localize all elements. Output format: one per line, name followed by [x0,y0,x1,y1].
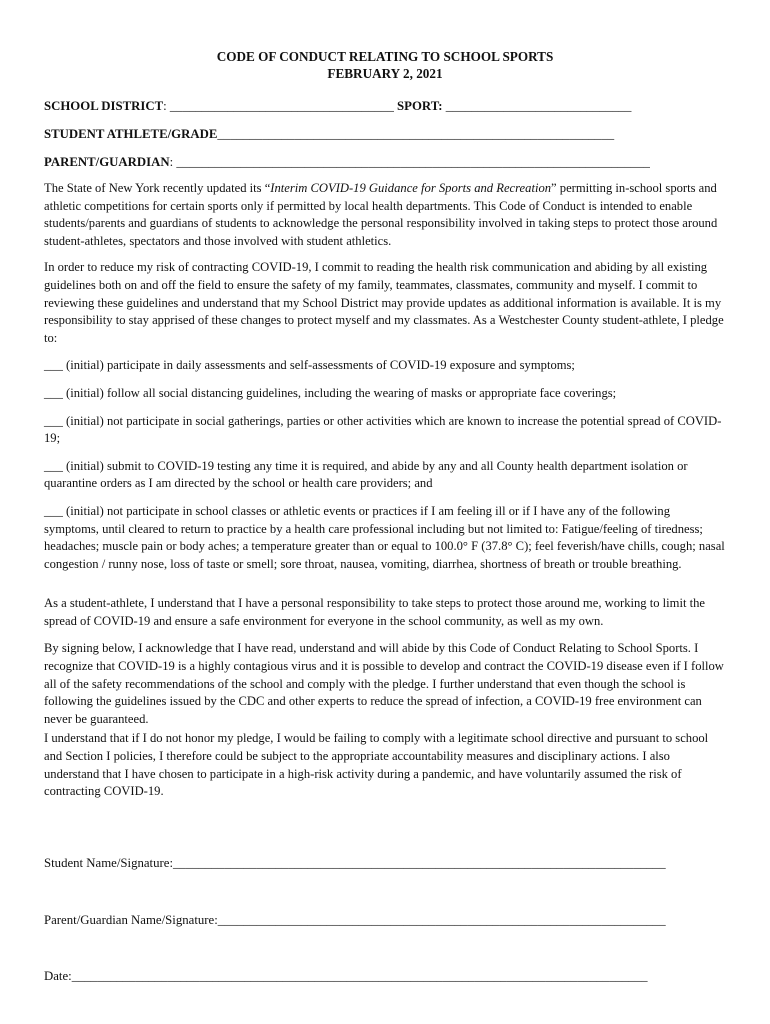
school-district-blank[interactable]: ___________________________________ [169,99,394,113]
parent-signature-blank[interactable]: ______________________________________________________________________ [217,913,666,927]
parent-guardian-label: PARENT/GUARDIAN [44,155,170,169]
date-blank[interactable]: __________________________________________________________________________________________ [71,969,648,983]
date-label: Date: [44,969,72,983]
sport-label: SPORT: [393,99,446,113]
pledge-item: ___ (initial) follow all social distancing guidelines, including the wearing of masks or appropriate face coverings; [44,385,617,400]
responsibility-paragraph: As a student-athlete, I understand that I have a personal responsibility to take steps to protect those around me, working to limit the spread of COVID-19 and ensure a safe environment for everyone in the school community, as well as my own. [44,596,706,628]
student-signature-label: Student Name/Signature: [44,856,174,870]
guidance-title: Interim COVID-19 Guidance for Sports and Recreation [270,181,552,195]
understanding-paragraph: I understand that if I do not honor my pledge, I would be failing to comply with a legitimate school directive and pursuant to school and Section I policies, I therefore could be subject to the appropriate accountability measures and disciplinary actions. I also understand that I have chosen to participate in a high-risk activity during a pandemic, and have voluntarily assumed the risk of contracting COVID-19. [44,731,709,799]
school-district-label: SCHOOL DISTRICT [44,99,164,113]
student-athlete-grade-label: STUDENT ATHLETE/GRADE [44,127,218,141]
student-signature-line[interactable] [44,856,726,871]
school-district-field[interactable] [44,98,726,114]
student-athlete-grade-blank[interactable]: ______________________________________________________________ [217,127,615,141]
intro-text-after: ” permitting in-school sports and athletic competitions for certain sports only if permitted by local health departments. This Code of Conduct is intended to enable students/parents and guardians of students to acknowledge the personal responsibility involved in taking steps to protect those around student-athletes, spectators and those involved with student athletics. [44,181,718,248]
parent-guardian-blank[interactable]: __________________________________________________________________________ [176,155,650,169]
parent-guardian-field[interactable] [44,154,726,170]
acknowledgement-paragraph: By signing below, I acknowledge that I have read, understand and will abide by this Code of Conduct Relating to School Sports. I recognize that COVID-19 is a highly contagious virus and it is possible to develop and contract the COVID-19 disease even if I follow all of the safety recommendations of the school and comply with the pledge. I further understand that even though the school is following the guidelines issued by the CDC and other experts to reduce the spread of infection, a COVID-19 free environment can never be guaranteed. [44,641,724,726]
commitment-paragraph: In order to reduce my risk of contracting COVID-19, I commit to reading the health risk communication and abiding by all existing guidelines both on and off the field to ensure the safety of my family, teammates, classmates, community and myself. I commit to reviewing these guidelines and understand that my School District may provide updates as additional information is available. It is my responsibility to stay apprised of these changes to protect myself and my classmates. As a Westchester County student-athlete, I pledge to: [44,260,724,345]
pledge-item: ___ (initial) not participate in social gatherings, parties or other activities which are known to increase the potential spread of COVID-19; [44,413,722,446]
document-page [44,48,726,801]
pledge-item: ___ (initial) not participate in school classes or athletic events or practices if I am feeling ill or if I have any of the following symptoms, until cleared to return to practice by a health care professional including but not limited to: Fatigue/feeling of tiredness; headaches; muscle pain or body aches; a temperature greater than or equal to 100.0° F (37.8° C); feel feverish/have chills, cough; nasal congestion / runny nose, loss of taste or smell; sore throat, nausea, vomiting, diarrhea, shortness of breath or trouble breathing. [44,503,725,571]
intro-text-before: The State of New York recently updated its “ [44,181,271,195]
pledge-item: ___ (initial) submit to COVID-19 testing any time it is required, and abide by any and all County health department isolation or quarantine orders as I am directed by the school or health care providers; and [44,458,688,491]
pledge-item: ___ (initial) participate in daily assessments and self-assessments of COVID-19 exposure and symptoms; [44,358,575,373]
sport-blank[interactable]: _____________________________ [445,99,632,113]
school-district-colon: : [163,99,170,113]
parent-guardian-colon: : [169,155,177,169]
parent-signature-line[interactable] [44,913,726,928]
date-line[interactable] [44,969,726,984]
student-athlete-grade-field[interactable] [44,126,726,142]
document-date: FEBRUARY 2, 2021 [327,66,443,81]
document-title: CODE OF CONDUCT RELATING TO SCHOOL SPORTS [216,49,554,64]
parent-signature-label: Parent/Guardian Name/Signature: [44,913,218,927]
student-signature-blank[interactable]: _____________________________________________________________________________ [173,856,666,870]
intro-paragraph [44,180,726,250]
